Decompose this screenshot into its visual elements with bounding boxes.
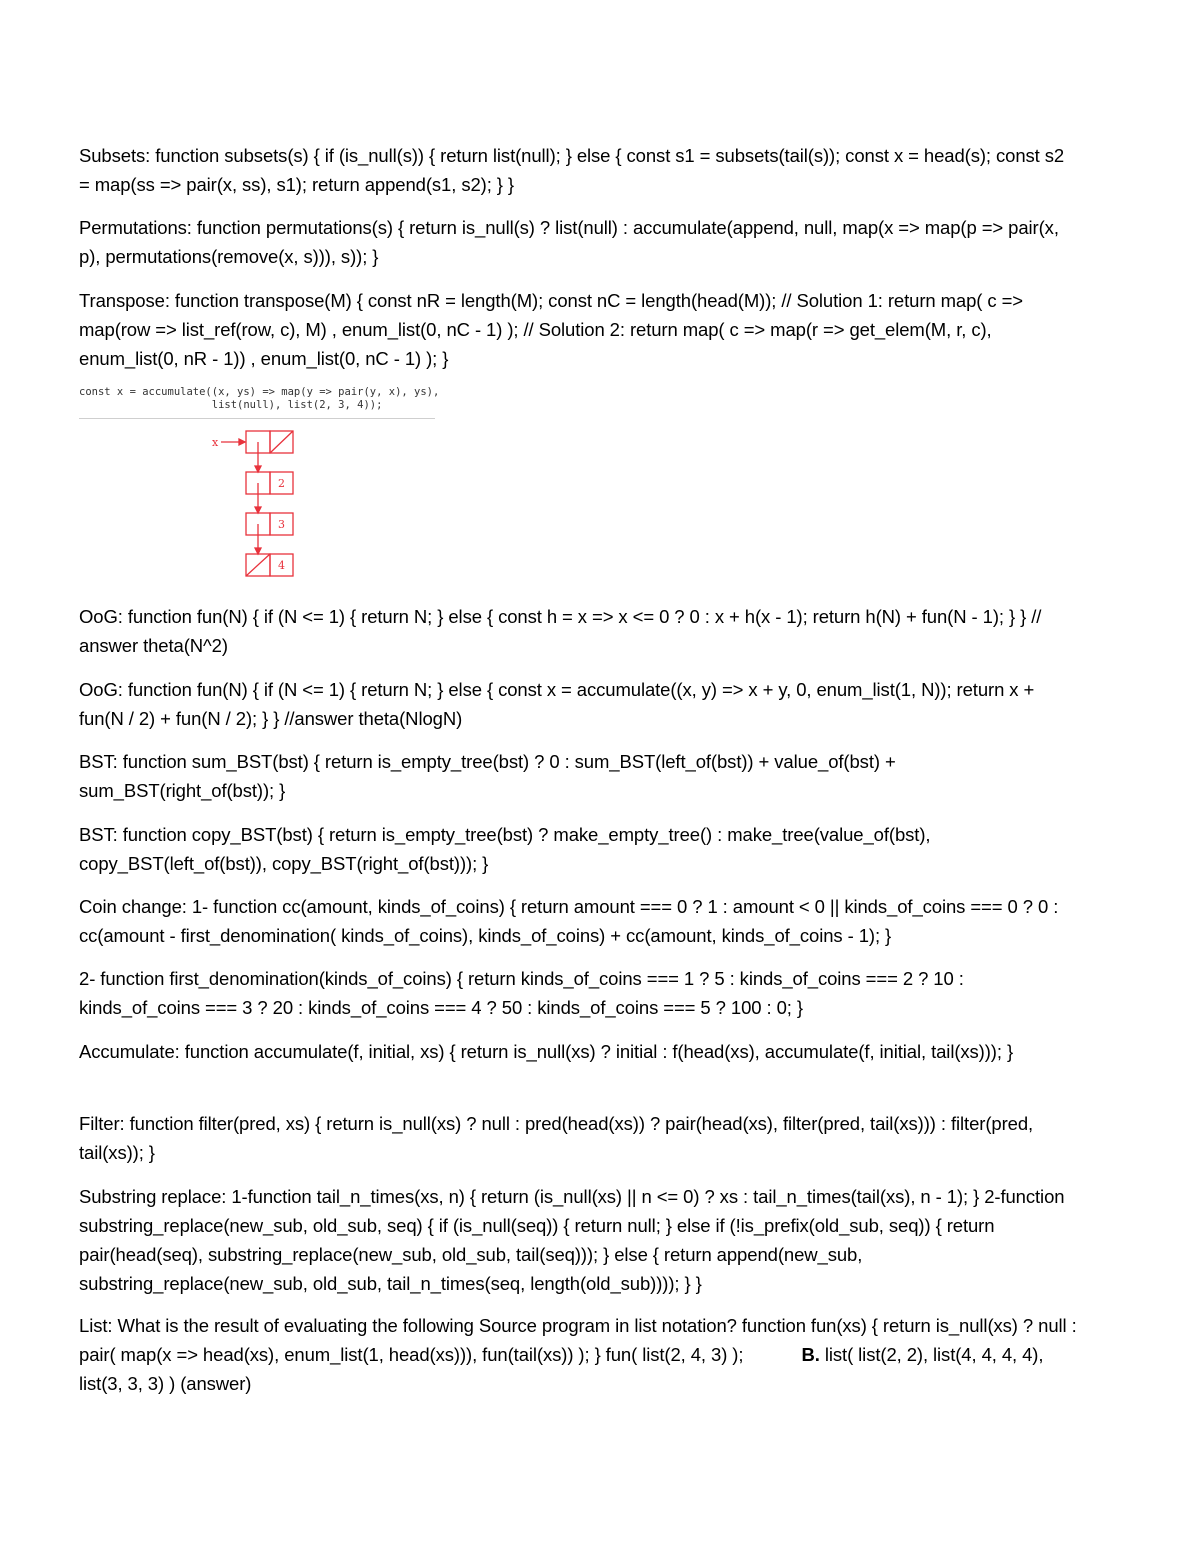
code-snippet-line-1: const x = accumulate((x, ys) => map(y => pair(y, x), ys), bbox=[79, 386, 440, 398]
pair-3-arrowhead bbox=[255, 548, 261, 554]
filter-paragraph: Filter: function filter(pred, xs) { return is_null(xs) ? null : pred(head(xs)) ? pair(head(xs), filter(pred, tail(xs))) : filter(pred, tail(xs)); } bbox=[79, 1113, 1034, 1163]
pair-3-value: 3 bbox=[278, 518, 285, 531]
code-snippet-divider bbox=[79, 418, 435, 419]
oog-paragraph-2: OoG: function fun(N) { if (N <= 1) { return N; } else { const x = accumulate((x, y) => x + y, 0, enum_list(1, N)); return x + fun(N / 2) + fun(N / 2); } } //answer theta(NlogN) bbox=[79, 679, 1035, 729]
code-snippet-line-2: list(null), list(2, 3, 4)); bbox=[79, 399, 383, 411]
list-question-text: List: What is the result of evaluating the following Source program in list notation? function fun(xs) { return is_null(xs) ? null : pair( map(x => head(xs), enum_list(1, head(xs))), fun(tail(xs)) ); } fun( list(2, 4, 3) ); bbox=[79, 1315, 1077, 1365]
transpose-paragraph: Transpose: function transpose(M) { const nR = length(M); const nC = length(head(M)); // Solution 1: return map( c => map(row => list_ref(row, c), M) , enum_list(0, nC - 1) ); // Solution 2: return map( c => map(r => get_elem(M, r, c), enum_list(0, nR - 1)) , enum_list(0, nC - 1) ); } bbox=[79, 290, 1023, 369]
pair-4-null-slash bbox=[246, 554, 270, 576]
coin-change-paragraph-2: 2- function first_denomination(kinds_of_coins) { return kinds_of_coins === 1 ? 5 : kinds_of_coins === 2 ? 10 : kinds_of_coins === 3 ? 20 : kinds_of_coins === 4 ? 50 : kinds_of_coins === 5 ? 100 : 0; } bbox=[79, 968, 964, 1018]
pair-1-arrowhead bbox=[255, 466, 261, 472]
pair-4-value: 4 bbox=[278, 559, 285, 572]
list-question-paragraph bbox=[79, 1311, 1079, 1398]
bst-sum-paragraph: BST: function sum_BST(bst) { return is_empty_tree(bst) ? 0 : sum_BST(left_of(bst)) + value_of(bst) + sum_BST(right_of(bst)); } bbox=[79, 751, 896, 801]
accumulate-paragraph: Accumulate: function accumulate(f, initial, xs) { return is_null(xs) ? initial : f(head(xs), accumulate(f, initial, tail(xs))); } bbox=[79, 1041, 1014, 1062]
coin-change-paragraph-1: Coin change: 1- function cc(amount, kinds_of_coins) { return amount === 0 ? 1 : amount < 0 || kinds_of_coins === 0 ? 0 : cc(amount - first_denomination( kinds_of_coins), kinds_of_coins) + cc(amount, kinds_of_coins - 1); } bbox=[79, 896, 1059, 946]
oog-paragraph-1: OoG: function fun(N) { if (N <= 1) { return N; } else { const h = x => x <= 0 ? 0 : x + h(x - 1); return h(N) + fun(N - 1); } } // answer theta(N^2) bbox=[79, 606, 1042, 656]
permutations-paragraph: Permutations: function permutations(s) { return is_null(s) ? list(null) : accumulate(append, null, map(x => map(p => pair(x, p), permutations(remove(x, s))), s)); } bbox=[79, 217, 1059, 267]
pair-2-arrowhead bbox=[255, 507, 261, 513]
pair-1-null-slash bbox=[270, 431, 293, 453]
pair-2-value: 2 bbox=[278, 477, 285, 490]
box-pointer-diagram bbox=[205, 425, 315, 580]
bst-copy-paragraph: BST: function copy_BST(bst) { return is_empty_tree(bst) ? make_empty_tree() : make_tree(value_of(bst), copy_BST(left_of(bst)), copy_BST(right_of(bst))); } bbox=[79, 824, 931, 874]
list-answer-text: list( list(2, 2), list(4, 4, 4, 4), list(3, 3, 3) ) (answer) bbox=[79, 1344, 1044, 1394]
list-choice-label: B. bbox=[801, 1344, 820, 1365]
pointer-x-arrowhead bbox=[239, 439, 245, 445]
pointer-x-label: x bbox=[212, 436, 219, 449]
substring-replace-paragraph: Substring replace: 1-function tail_n_times(xs, n) { return (is_null(xs) || n <= 0) ? xs : tail_n_times(tail(xs), n - 1); } 2-function substring_replace(new_sub, old_sub, seq) { if (is_null(seq)) { return null; } else if (!is_prefix(old_sub, seq)) { return pair(head(seq), substring_replace(new_sub, old_sub, tail(seq))); } else { return append(new_sub, substring_replace(new_sub, old_sub, tail_n_times(seq, length(old_sub)))); } } bbox=[79, 1186, 1065, 1294]
subsets-paragraph: Subsets: function subsets(s) { if (is_null(s)) { return list(null); } else { const s1 = subsets(tail(s)); const x = head(s); const s2 = map(ss => pair(x, ss), s1); return append(s1, s2); } } bbox=[79, 145, 1065, 195]
